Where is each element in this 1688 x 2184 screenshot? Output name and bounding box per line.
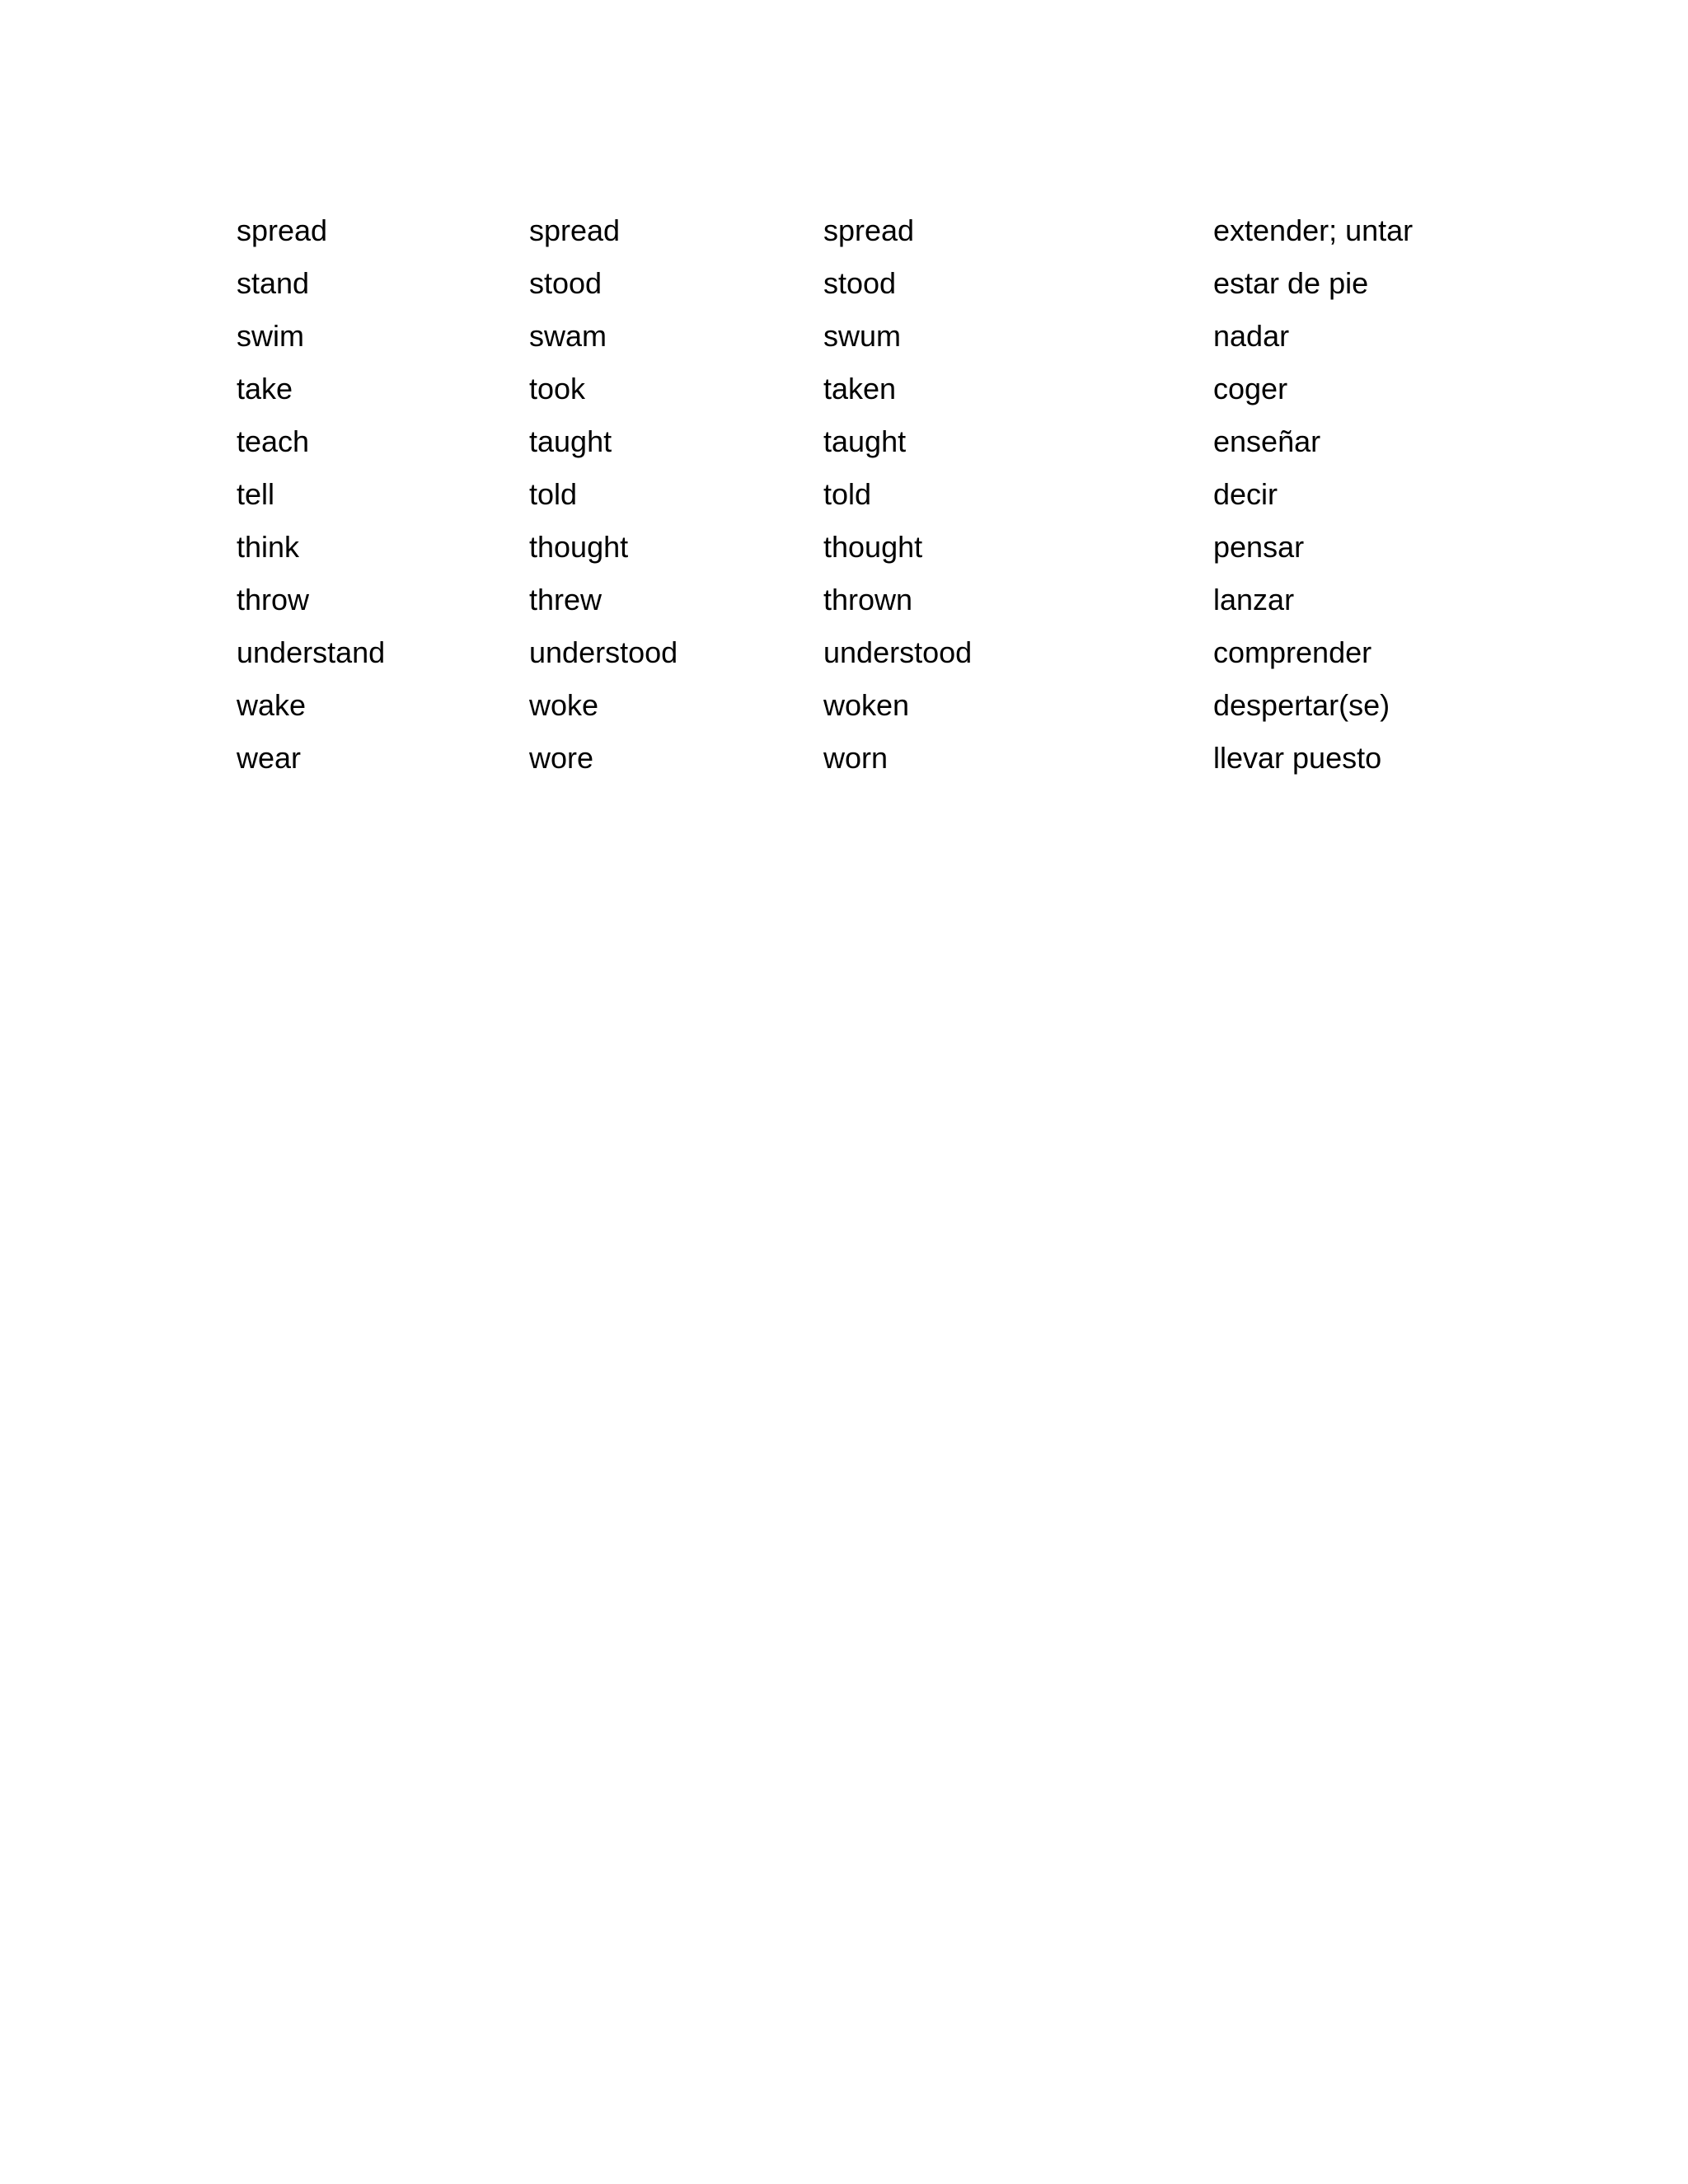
spanish-translation: nadar (1213, 319, 1290, 353)
past-participle: worn (823, 741, 889, 775)
spanish-translation: lanzar (1213, 583, 1295, 616)
past-participle: taught (823, 424, 907, 458)
table-row (237, 574, 1555, 626)
past-simple: took (529, 372, 586, 405)
past-simple: spread (529, 213, 621, 247)
spanish-translation: decir (1213, 477, 1278, 511)
base-form: understand (237, 635, 386, 669)
past-simple: told (529, 477, 578, 511)
past-simple: thought (529, 530, 629, 564)
spanish-translation: comprender (1213, 635, 1372, 669)
table-row (237, 363, 1555, 415)
table-row (237, 204, 1555, 257)
past-participle: stood (823, 266, 897, 300)
spanish-translation: coger (1213, 372, 1288, 405)
past-participle: woken (823, 688, 910, 722)
past-participle: swum (823, 319, 902, 353)
base-form: swim (237, 319, 304, 353)
base-form: throw (237, 583, 310, 616)
past-simple: wore (529, 741, 594, 775)
base-form: wake (237, 688, 307, 722)
spanish-translation: estar de pie (1213, 266, 1369, 300)
table-row (237, 310, 1555, 363)
past-simple: stood (529, 266, 603, 300)
spanish-translation: despertar(se) (1213, 688, 1390, 722)
spanish-translation: pensar (1213, 530, 1305, 564)
base-form: tell (237, 477, 275, 511)
table-row (237, 626, 1555, 679)
base-form: stand (237, 266, 310, 300)
past-participle: thrown (823, 583, 913, 616)
spanish-translation: llevar puesto (1213, 741, 1382, 775)
table-row (237, 521, 1555, 574)
past-simple: threw (529, 583, 603, 616)
table-row (237, 679, 1555, 732)
past-simple: understood (529, 635, 678, 669)
irregular-verbs-table (237, 204, 1555, 785)
base-form: wear (237, 741, 302, 775)
table-row (237, 732, 1555, 785)
past-participle: thought (823, 530, 923, 564)
past-simple: woke (529, 688, 599, 722)
past-participle: spread (823, 213, 915, 247)
base-form: spread (237, 213, 328, 247)
past-participle: told (823, 477, 872, 511)
past-simple: swam (529, 319, 607, 353)
base-form: take (237, 372, 293, 405)
table-row (237, 468, 1555, 521)
spanish-translation: extender; untar (1213, 213, 1414, 247)
past-participle: taken (823, 372, 897, 405)
past-simple: taught (529, 424, 612, 458)
table-row (237, 415, 1555, 468)
spanish-translation: enseñar (1213, 424, 1321, 458)
base-form: think (237, 530, 300, 564)
table-row (237, 257, 1555, 310)
base-form: teach (237, 424, 310, 458)
past-participle: understood (823, 635, 973, 669)
